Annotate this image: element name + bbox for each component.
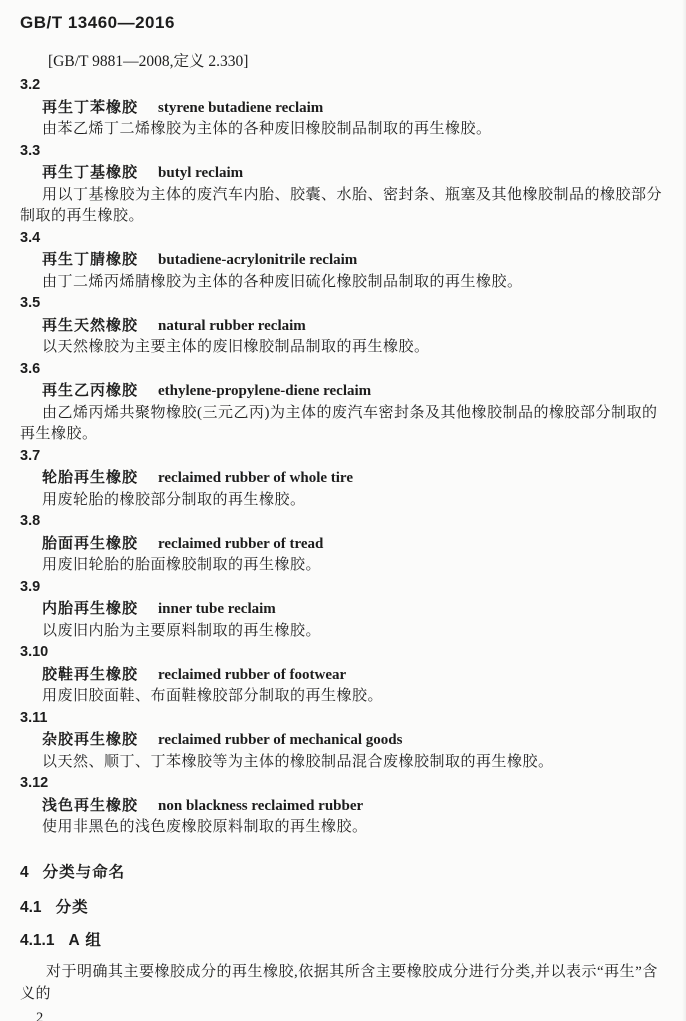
term-chinese: 胎面再生橡胶 bbox=[42, 534, 139, 552]
term-line bbox=[20, 598, 668, 621]
term-line bbox=[20, 467, 668, 490]
definition-item bbox=[20, 511, 668, 577]
definition-item bbox=[20, 577, 668, 643]
term-line bbox=[20, 315, 668, 338]
term-line bbox=[20, 729, 668, 752]
definition-text: 用以丁基橡胶为主体的废汽车内胎、胶囊、水胎、密封条、瓶塞及其他橡胶制品的橡胶部分制取的再生橡胶。 bbox=[20, 186, 663, 224]
definition-item bbox=[20, 75, 668, 141]
clause-number: 3.12 bbox=[20, 775, 49, 791]
clause-number: 3.6 bbox=[20, 360, 41, 377]
term-chinese: 再生天然橡胶 bbox=[42, 316, 139, 334]
section-heading-classification bbox=[20, 862, 668, 884]
definition-text: 由乙烯丙烯共聚物橡胶(三元乙丙)为主体的废汽车密封条及其他橡胶制品的橡胶部分制取的再生橡胶。 bbox=[20, 404, 658, 442]
term-chinese: 再生丁基橡胶 bbox=[42, 164, 139, 181]
definition-item bbox=[20, 446, 668, 512]
definition-item bbox=[20, 293, 668, 359]
standard-code-header: GB/T 13460—2016 bbox=[20, 13, 175, 32]
definition-text: 由苯乙烯丁二烯橡胶为主体的各种废旧橡胶制品制取的再生橡胶。 bbox=[42, 121, 492, 137]
term-line bbox=[20, 380, 668, 403]
definition-text: 用废旧胶面鞋、布面鞋橡胶部分制取的再生橡胶。 bbox=[42, 688, 384, 704]
section-title: 分类与命名 bbox=[42, 863, 126, 881]
definition-text: 以废旧内胎为主要原料制取的再生橡胶。 bbox=[42, 622, 322, 639]
term-line bbox=[20, 162, 668, 185]
clause-number: 3.8 bbox=[20, 513, 41, 529]
clause-number: 3.5 bbox=[20, 295, 41, 311]
clause-number: 3.7 bbox=[20, 447, 41, 464]
clause-number: 3.3 bbox=[20, 142, 41, 159]
term-line bbox=[20, 97, 668, 120]
term-line bbox=[20, 795, 668, 818]
term-chinese: 再生丁苯橡胶 bbox=[42, 98, 139, 116]
clause-number: 3.11 bbox=[20, 709, 48, 726]
term-chinese: 再生乙丙橡胶 bbox=[42, 382, 139, 399]
clause-number: 3.9 bbox=[20, 578, 41, 595]
section-title: 分类 bbox=[55, 899, 89, 916]
term-chinese: 轮胎再生橡胶 bbox=[42, 469, 139, 486]
section-title: A 组 bbox=[68, 931, 102, 949]
term-chinese: 浅色再生橡胶 bbox=[42, 796, 139, 814]
definition-item bbox=[20, 359, 668, 446]
definition-text: 用废旧轮胎的胎面橡胶制取的再生橡胶。 bbox=[42, 557, 322, 573]
definition-text: 以天然、顺丁、丁苯橡胶等为主体的橡胶制品混合废橡胶制取的再生橡胶。 bbox=[42, 753, 554, 770]
term-english: styrene butadiene reclaim bbox=[158, 99, 324, 116]
term-line bbox=[20, 664, 668, 687]
section-number: 4.1 bbox=[20, 899, 42, 916]
definition-text: 由丁二烯丙烯腈橡胶为主体的各种废旧硫化橡胶制品制取的再生橡胶。 bbox=[42, 273, 523, 290]
definitions-list bbox=[20, 75, 668, 839]
term-english: reclaimed rubber of tread bbox=[158, 535, 324, 552]
term-english: non blackness reclaimed rubber bbox=[158, 797, 364, 814]
term-chinese: 再生丁腈橡胶 bbox=[42, 251, 139, 268]
definition-item bbox=[20, 642, 668, 708]
term-english: reclaimed rubber of mechanical goods bbox=[158, 732, 403, 748]
term-english: reclaimed rubber of footwear bbox=[158, 666, 347, 683]
term-english: natural rubber reclaim bbox=[158, 317, 306, 334]
clause-number: 3.4 bbox=[20, 229, 41, 246]
definition-text: 用废轮胎的橡胶部分制取的再生橡胶。 bbox=[42, 491, 306, 508]
section-number: 4.1.1 bbox=[20, 931, 55, 949]
term-line bbox=[20, 533, 668, 556]
definition-text: 以天然橡胶为主要主体的废旧橡胶制品制取的再生橡胶。 bbox=[42, 339, 430, 355]
term-english: inner tube reclaim bbox=[158, 601, 276, 617]
page-number: 2 bbox=[36, 1010, 44, 1021]
definition-item bbox=[20, 708, 668, 774]
body-paragraph: 对于明确其主要橡胶成分的再生橡胶,依据其所含主要橡胶成分进行分类,并以表示“再生”含义的 bbox=[20, 964, 658, 1002]
source-note: [GB/T 9881—2008,定义 2.330] bbox=[48, 53, 249, 70]
term-english: reclaimed rubber of whole tire bbox=[158, 470, 353, 486]
subsection-heading-group-a bbox=[20, 930, 668, 952]
clause-number: 3.2 bbox=[20, 77, 41, 93]
definition-text: 使用非黑色的浅色废橡胶原料制取的再生橡胶。 bbox=[42, 819, 368, 835]
term-chinese: 胶鞋再生橡胶 bbox=[42, 665, 139, 683]
term-english: butadiene-acrylonitrile reclaim bbox=[158, 252, 358, 268]
term-english: butyl reclaim bbox=[158, 165, 244, 181]
subsection-heading-classification bbox=[20, 897, 668, 919]
term-chinese: 内胎再生橡胶 bbox=[42, 600, 139, 617]
definition-item bbox=[20, 141, 668, 228]
term-line bbox=[20, 249, 668, 272]
term-chinese: 杂胶再生橡胶 bbox=[42, 731, 139, 748]
term-english: ethylene-propylene-diene reclaim bbox=[158, 383, 372, 399]
clause-number: 3.10 bbox=[20, 644, 49, 660]
definition-item bbox=[20, 228, 668, 294]
definition-item bbox=[20, 773, 668, 839]
section-number: 4 bbox=[20, 863, 29, 881]
